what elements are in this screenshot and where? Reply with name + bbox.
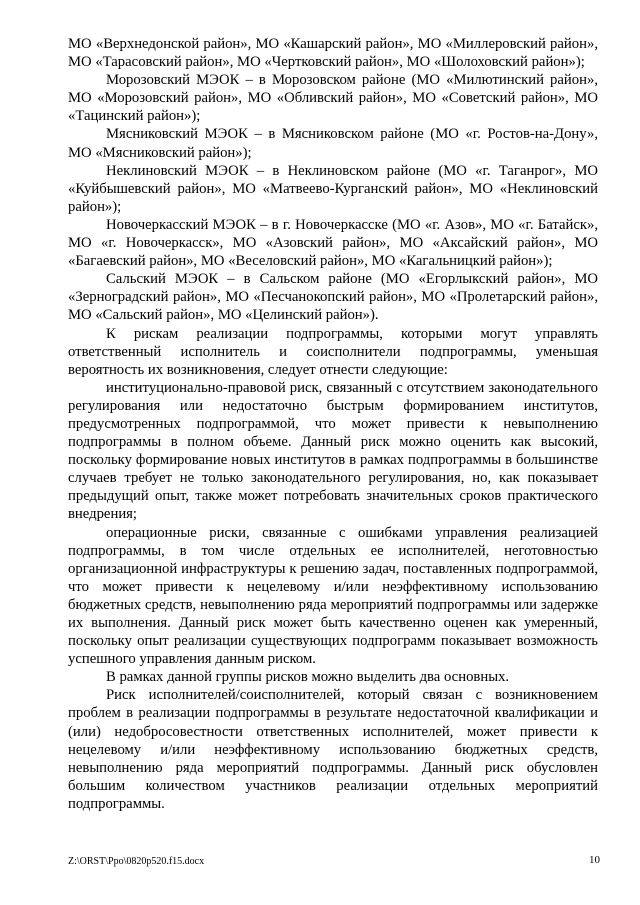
paragraph-two-main: В рамках данной группы рисков можно выделить два основных. <box>106 669 510 686</box>
paragraph-executor-risk: Риск исполнителей/соисполнителей, который связан с возникновением проблем в реализации подпрограммы в результате недостаточной квалификации и (или) недобросовестности ответственных исполнителей, может привести к нецелевому и/или неэффективному использованию бюджетных средств, невыполнению ряда мероприятий подпрограммы. Данный риск обусловлен большим количеством участников реализации отдельных мероприятий подпрограммы. <box>68 687 598 812</box>
paragraph-myasnikovsky: Мясниковский МЭОК – в Мясниковском районе (МО «г. Ростов-на-Дону», МО «Мясниковский район»); <box>68 126 598 161</box>
paragraph-morozovsky: Морозовский МЭОК – в Морозовском районе (МО «Милютинский район», МО «Морозовский район», МО «Обливский район», МО «Советский район», МО «Тацинский район»); <box>68 72 598 125</box>
footer-file-path: Z:\ORST\Ppo\0820p520.f15.docx <box>68 856 205 867</box>
paragraph-novocherkassky: Новочеркасский МЭОК – в г. Новочеркасске (МО «г. Азов», МО «г. Батайск», МО «г. Новочеркасск», МО «Азовский район», МО «Аксайский район», МО «Багаевский район», МО «Веселовский район», МО «Кагальницкий район»); <box>68 216 598 270</box>
paragraph-continuation: МО «Верхнедонской район», МО «Кашарский район», МО «Миллеровский район», МО «Тарасовский район», МО «Чертковский район», МО «Шолоховский район»); <box>68 36 598 71</box>
paragraph-institutional-risk: институционально-правовой риск, связанный с отсутствием законодательного регулирования или недостаточно быстрым формированием институтов, предусмотренных подпрограммой, что может привести к невыполнению подпрограммы в полном объеме. Данный риск можно оценить как высокий, поскольку формирование новых институтов в рамках подпрограммы в большинстве случаев требует не только законодательного регулирования, но, как показывает предыдущий опыт, также может потребовать значительных сроков практического внедрения; <box>68 379 598 523</box>
paragraph-risks-intro: К рискам реализации подпрограммы, которыми могут управлять ответственный исполнитель и соисполнители подпрограммы, уменьшая вероятность их возникновения, следует отнести следующие: <box>68 325 598 378</box>
paragraph-salsky: Сальский МЭОК – в Сальском районе (МО «Егорлыкский район», МО «Зерноградский район», МО «Песчанокопский район», МО «Пролетарский район», МО «Сальский район», МО «Целинский район»). <box>68 271 598 324</box>
page-number: 10 <box>589 854 600 866</box>
paragraph-neklinovsky: Неклиновский МЭОК – в Неклиновском районе (МО «г. Таганрог», МО «Куйбышевский район», МО «Матвеево-Курганский район», МО «Неклиновский район»); <box>68 162 598 215</box>
document-body <box>68 35 598 813</box>
paragraph-operational-risks: операционные риски, связанные с ошибками управления реализацией подпрограммы, в том числе отдельных ее исполнителей, неготовностью организационной инфраструктуры к решению задач, поставленных подпрограммой, что может привести к нецелевому и/или неэффективному использованию бюджетных средств, невыполнению ряда мероприятий подпрограммы или задержке их выполнения. Данный риск может быть качественно оценен как умеренный, поскольку опыт реализации существующих подпрограмм показывает возможность успешного управления данным риском. <box>68 524 598 668</box>
